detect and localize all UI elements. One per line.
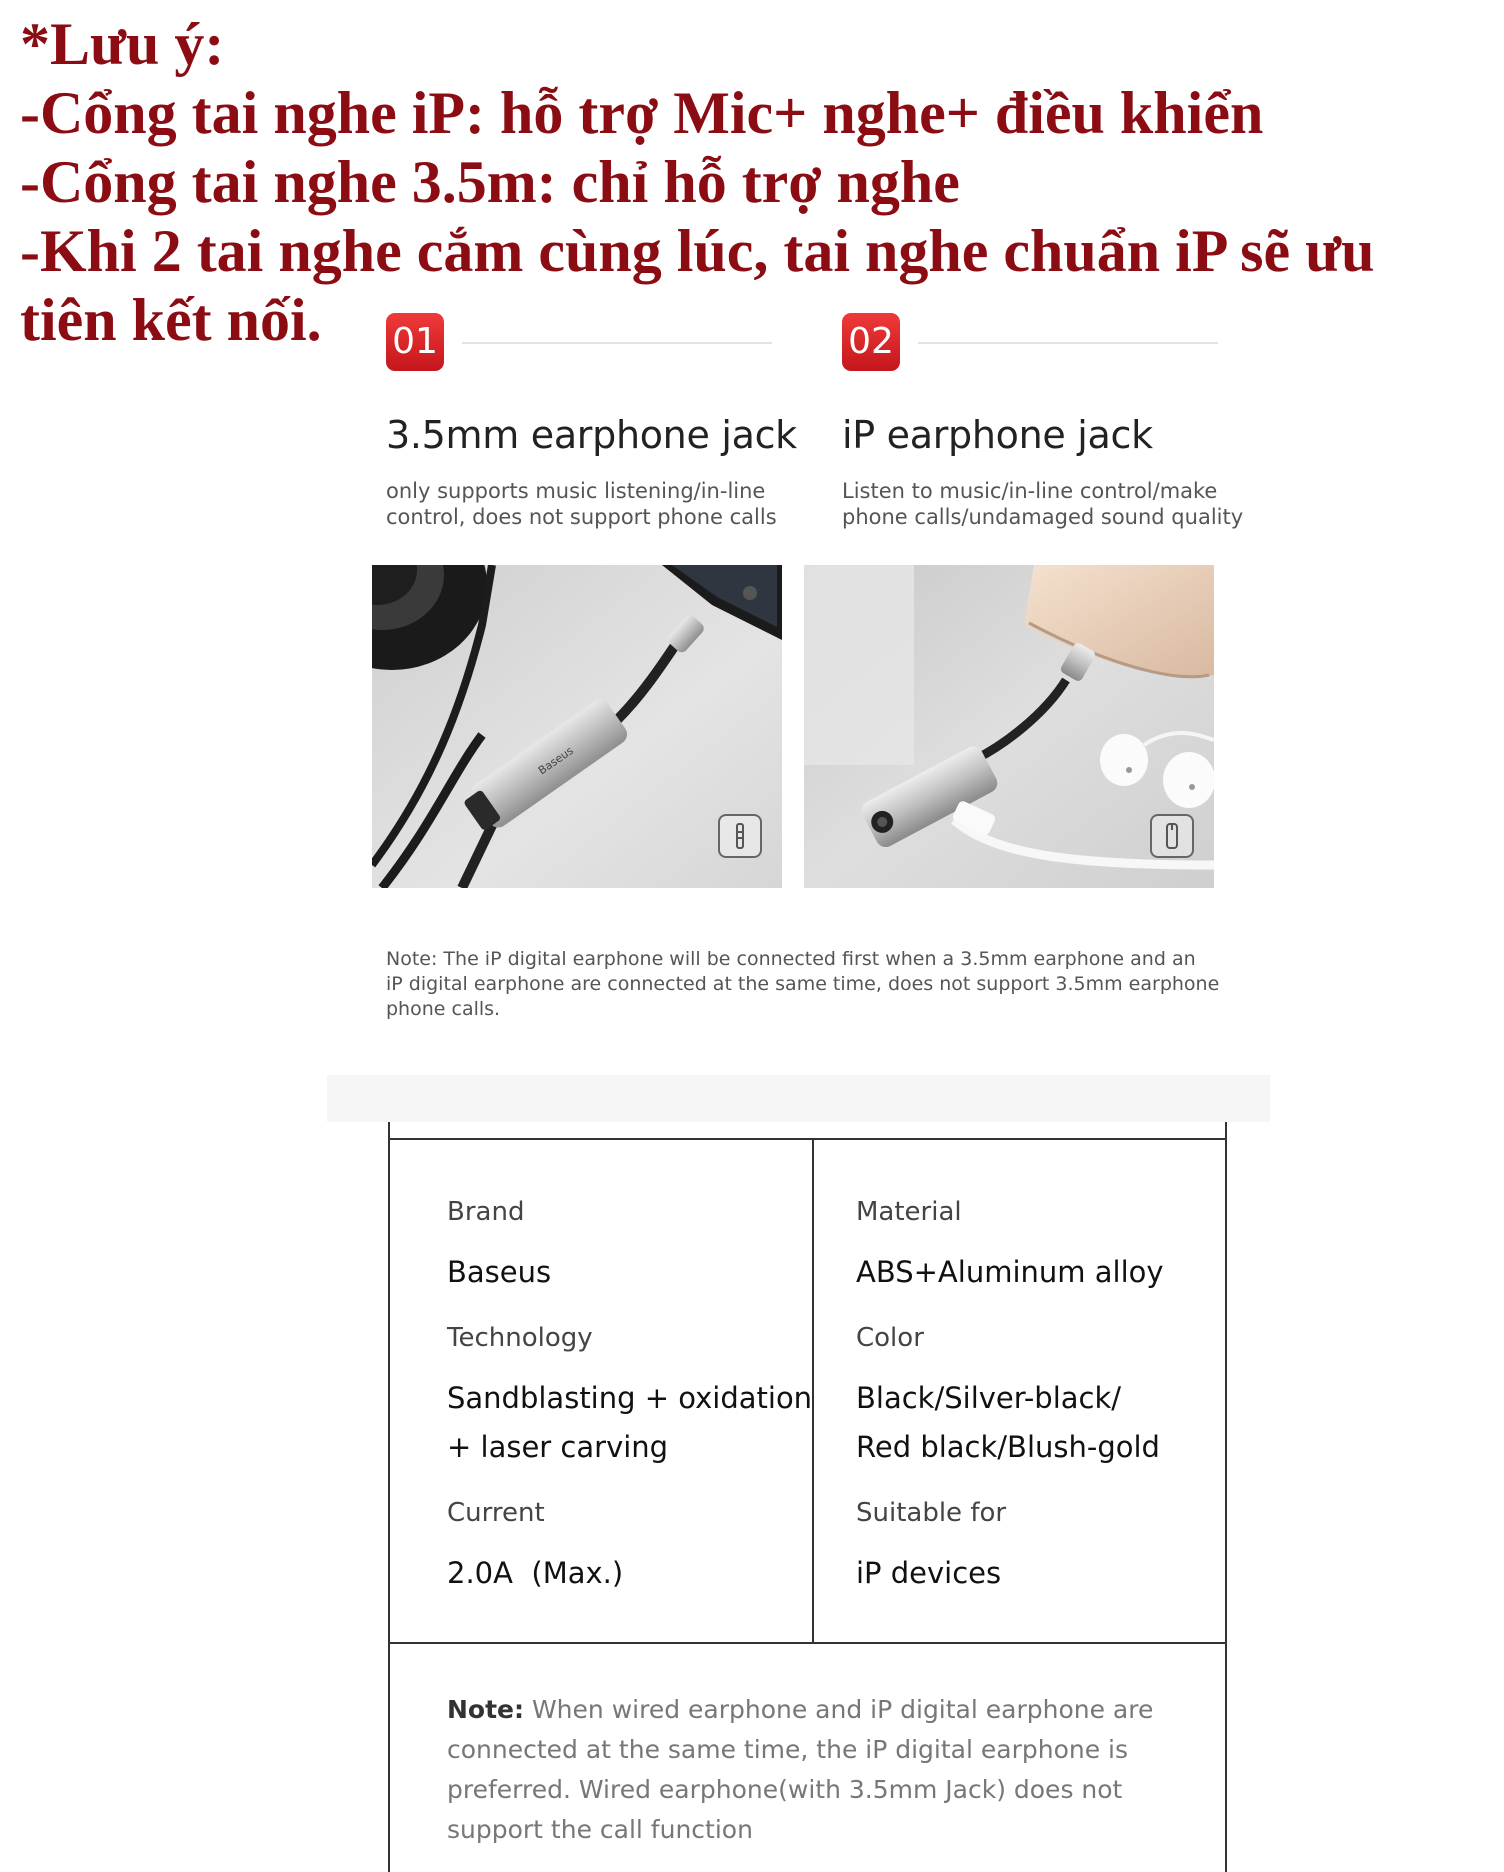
spec-label: Color — [856, 1323, 924, 1353]
product-photo-ip — [804, 565, 1214, 888]
call-function-note — [447, 1690, 1187, 1850]
feature-desc-line: control, does not support phone calls — [386, 505, 777, 529]
lightning-port-icon — [1150, 814, 1194, 858]
spec-table-divider — [388, 1642, 1227, 1644]
spec-label: Current — [447, 1498, 545, 1528]
feature-description — [386, 478, 777, 530]
spec-value: iP devices — [856, 1556, 1002, 1590]
divider-line — [918, 342, 1218, 344]
feature-number-badge: 01 — [386, 313, 444, 371]
feature-title: 3.5mm earphone jack — [386, 413, 797, 457]
notice-block — [20, 10, 1480, 355]
brand-label: Baseus — [535, 743, 576, 778]
divider-line — [462, 342, 772, 344]
spec-label: Material — [856, 1197, 962, 1227]
spec-label: Brand — [447, 1197, 525, 1227]
note-line: phone calls. — [386, 998, 501, 1020]
spec-material — [856, 1196, 1164, 1297]
feature-description — [842, 478, 1243, 530]
spec-value: Sandblasting + oxidation + laser carving — [447, 1381, 813, 1464]
spec-value: Baseus — [447, 1255, 552, 1289]
connection-note — [386, 947, 1246, 1022]
spec-value: ABS+Aluminum alloy — [856, 1255, 1164, 1289]
notice-line: -Cổng tai nghe 3.5m: chỉ hỗ trợ nghe — [20, 149, 960, 215]
spec-color — [856, 1322, 1160, 1472]
notice-line: -Cổng tai nghe iP: hỗ trợ Mic+ nghe+ điều khiển — [20, 80, 1264, 146]
spec-suitable-for — [856, 1497, 1006, 1598]
notice-line: tiên kết nối. — [20, 287, 322, 353]
note-lead: Note: — [447, 1695, 525, 1724]
notice-line: *Lưu ý: — [20, 11, 225, 77]
spec-current — [447, 1497, 623, 1598]
spec-label: Technology — [447, 1323, 593, 1353]
spec-table-column-divider — [812, 1138, 814, 1644]
product-photo-3-5mm — [372, 565, 782, 888]
feature-number-badge: 02 — [842, 313, 900, 371]
note-line: Note: The iP digital earphone will be connected first when a 3.5mm earphone and an — [386, 948, 1196, 970]
spec-table-top-border — [388, 1138, 1227, 1140]
spec-value: 2.0A (Max.) — [447, 1556, 624, 1590]
spec-brand — [447, 1196, 551, 1297]
section-separator — [327, 1075, 1270, 1122]
audio-jack-icon — [718, 814, 762, 858]
note-text: When wired earphone and iP digital earphone are connected at the same time, the iP digital earphone is preferred. Wired earphone(with 3.5mm Jack) does not support the call function — [447, 1695, 1154, 1844]
feature-desc-line: phone calls/undamaged sound quality — [842, 505, 1244, 529]
notice-line: -Khi 2 tai nghe cắm cùng lúc, tai nghe chuẩn iP sẽ ưu — [20, 218, 1375, 284]
feature-desc-line: only supports music listening/in-line — [386, 479, 766, 503]
spec-label: Suitable for — [856, 1498, 1007, 1528]
feature-desc-line: Listen to music/in-line control/make — [842, 479, 1218, 503]
feature-title: iP earphone jack — [842, 413, 1153, 457]
spec-technology — [447, 1322, 812, 1472]
note-line: iP digital earphone are connected at the same time, does not support 3.5mm earphone — [386, 973, 1220, 995]
spec-value: Black/Silver-black/ Red black/Blush-gold — [856, 1381, 1160, 1464]
